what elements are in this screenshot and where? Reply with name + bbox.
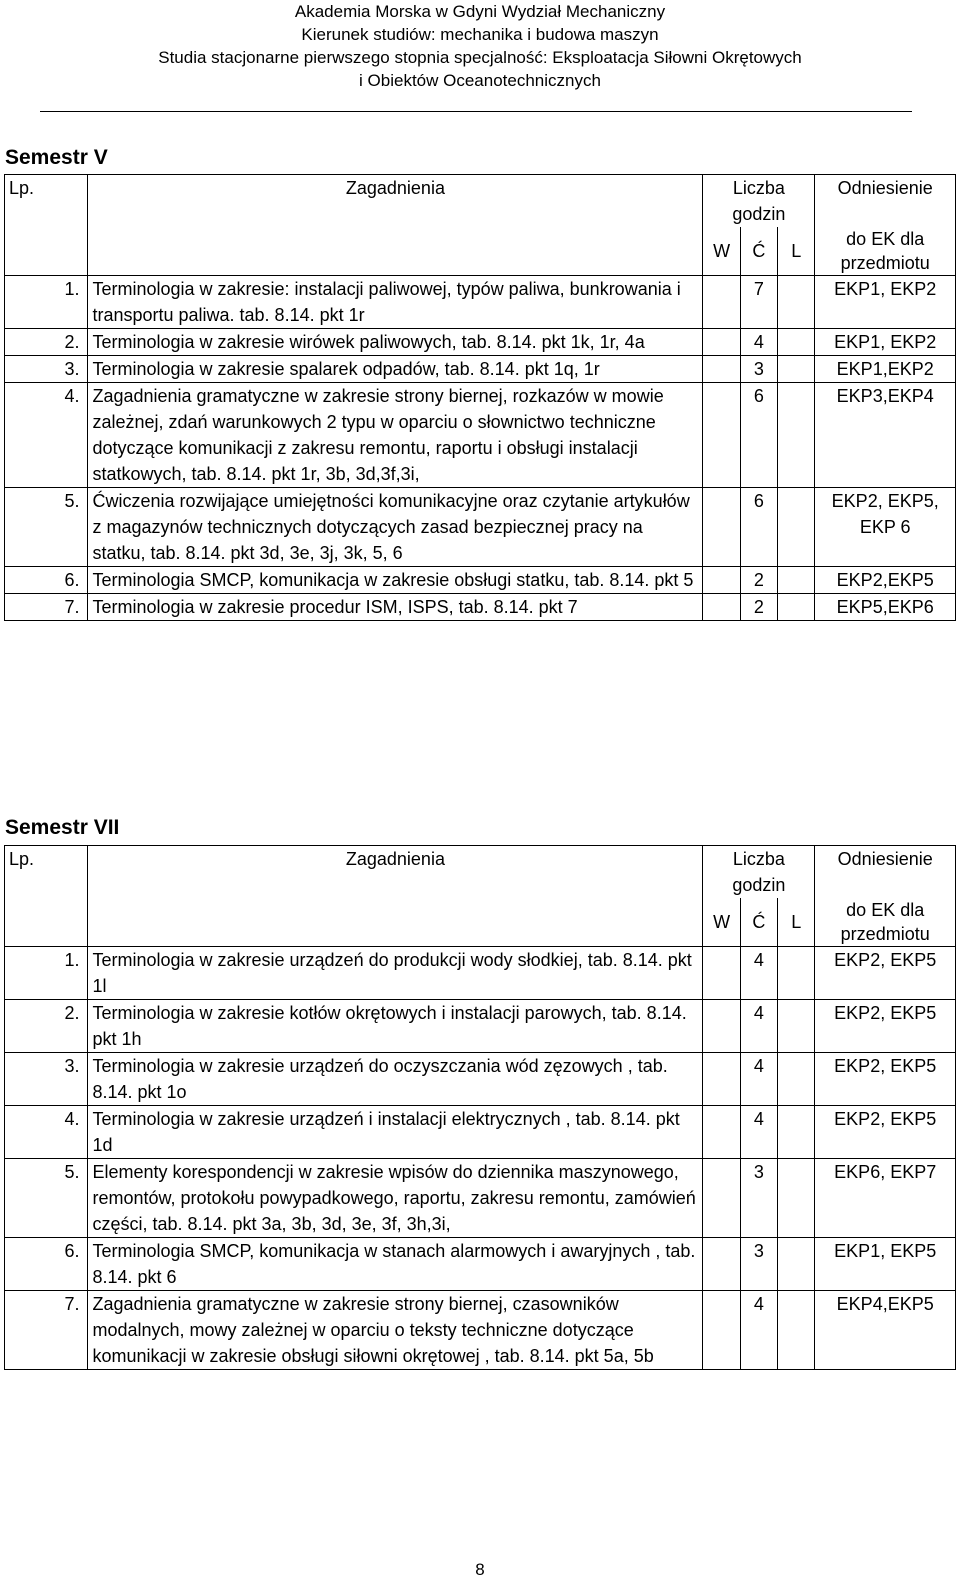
- col-ref-3: przedmiotu: [840, 253, 930, 273]
- semester-5-title: Semestr V: [5, 146, 108, 169]
- row-topic: Terminologia w zakresie spalarek odpadów, tab. 8.14. pkt 1q, 1r: [88, 356, 703, 383]
- row-topic: Terminologia w zakresie: instalacji paliwowej, typów paliwa, bunkrowania i transportu paliwa. tab. 8.14. pkt 1r: [88, 276, 703, 329]
- row-hours-c: 4: [740, 1000, 777, 1053]
- row-number: 3.: [5, 1053, 88, 1106]
- table-row: [5, 276, 956, 329]
- row-hours-w: [703, 356, 740, 383]
- row-hours-w: [703, 594, 740, 621]
- row-hours-l: [778, 1106, 815, 1159]
- row-topic: Terminologia SMCP, komunikacja w stanach alarmowych i awaryjnych , tab. 8.14. pkt 6: [88, 1238, 703, 1291]
- row-number: 4.: [5, 1106, 88, 1159]
- row-ref: EKP2, EKP5: [815, 1053, 956, 1106]
- row-number: 5.: [5, 488, 88, 567]
- col-topic: Zagadnienia: [88, 175, 703, 228]
- row-ref: EKP1, EKP2: [815, 276, 956, 329]
- row-hours-w: [703, 947, 740, 1000]
- semester-5-table: [4, 174, 956, 621]
- row-hours-l: [778, 1053, 815, 1106]
- row-topic: Elementy korespondencji w zakresie wpisów do dziennika maszynowego, remontów, protokołu powypadkowego, raportu, zakresu remontu, zamówień części, tab. 8.14. pkt 3a, 3b, 3d, 3e, 3f, 3h,3i,: [88, 1159, 703, 1238]
- col-w: W: [703, 227, 740, 276]
- row-topic: Terminologia w zakresie kotłów okrętowych i instalacji parowych, tab. 8.14. pkt 1h: [88, 1000, 703, 1053]
- row-topic: Ćwiczenia rozwijające umiejętności komunikacyjne oraz czytanie artykułów z magazynów technicznych dotyczących zasad bezpiecznej pracy na statku, tab. 8.14. pkt 3d, 3e, 3j, 3k, 5, 6: [88, 488, 703, 567]
- row-ref: EKP2,EKP5: [815, 567, 956, 594]
- row-hours-w: [703, 1053, 740, 1106]
- row-hours-c: 3: [740, 1159, 777, 1238]
- row-hours-c: 7: [740, 276, 777, 329]
- row-number: 1.: [5, 276, 88, 329]
- semester-7-title: Semestr VII: [5, 816, 120, 839]
- col-l: L: [778, 898, 815, 947]
- row-hours-w: [703, 329, 740, 356]
- row-hours-l: [778, 383, 815, 488]
- row-topic: Terminologia w zakresie wirówek paliwowych, tab. 8.14. pkt 1k, 1r, 4a: [88, 329, 703, 356]
- table-row: [5, 594, 956, 621]
- row-hours-l: [778, 276, 815, 329]
- row-ref: EKP2, EKP5, EKP 6: [815, 488, 956, 567]
- table-row: [5, 1000, 956, 1053]
- semester-7-rows: [5, 947, 956, 1370]
- row-hours-c: 3: [740, 356, 777, 383]
- row-ref: EKP2, EKP5: [815, 1106, 956, 1159]
- row-topic: Terminologia w zakresie urządzeń do produkcji wody słodkiej, tab. 8.14. pkt 1l: [88, 947, 703, 1000]
- col-ref-3: przedmiotu: [840, 924, 930, 944]
- row-hours-l: [778, 1238, 815, 1291]
- table-row: [5, 1053, 956, 1106]
- header-divider: [40, 111, 912, 112]
- row-hours-l: [778, 356, 815, 383]
- col-lp: Lp.: [5, 175, 88, 228]
- row-number: 5.: [5, 1159, 88, 1238]
- row-hours-c: 6: [740, 488, 777, 567]
- row-number: 3.: [5, 356, 88, 383]
- row-hours-c: 4: [740, 1291, 777, 1370]
- row-number: 7.: [5, 594, 88, 621]
- col-ref-2: do EK dla: [846, 900, 925, 920]
- table-subheader-row: [5, 898, 956, 947]
- header-line-3: Studia stacjonarne pierwszego stopnia specjalność: Eksploatacja Siłowni Okrętowych: [158, 48, 802, 67]
- table-subheader-row: [5, 227, 956, 276]
- row-topic: Zagadnienia gramatyczne w zakresie strony biernej, rozkazów w mowie zależnej, zdań warunkowych 2 typu w oparciu o słownictwo techniczne dotyczące komunikacji z zakresu remontu, raportu i obsługi instalacji statkowych, tab. 8.14. pkt 1r, 3b, 3d,3f,3i,: [88, 383, 703, 488]
- col-hours: Liczba godzin: [703, 846, 815, 899]
- row-hours-l: [778, 1291, 815, 1370]
- col-lp: Lp.: [5, 846, 88, 899]
- row-hours-w: [703, 567, 740, 594]
- row-hours-c: 4: [740, 947, 777, 1000]
- row-number: 1.: [5, 947, 88, 1000]
- row-hours-w: [703, 1106, 740, 1159]
- row-ref: EKP1, EKP2: [815, 329, 956, 356]
- page-number: 8: [475, 1560, 485, 1579]
- row-number: 4.: [5, 383, 88, 488]
- row-hours-w: [703, 383, 740, 488]
- table-row: [5, 1106, 956, 1159]
- table-row: [5, 1238, 956, 1291]
- table-row: [5, 1291, 956, 1370]
- header-line-4: i Obiektów Oceanotechnicznych: [359, 71, 601, 90]
- row-topic: Terminologia w zakresie urządzeń do oczyszczania wód zęzowych , tab. 8.14. pkt 1o: [88, 1053, 703, 1106]
- row-hours-c: 4: [740, 329, 777, 356]
- row-hours-l: [778, 1000, 815, 1053]
- col-hours: Liczba godzin: [703, 175, 815, 228]
- row-hours-w: [703, 276, 740, 329]
- row-topic: Terminologia w zakresie urządzeń i instalacji elektrycznych , tab. 8.14. pkt 1d: [88, 1106, 703, 1159]
- row-ref: EKP4,EKP5: [815, 1291, 956, 1370]
- col-c: Ć: [740, 227, 777, 276]
- semester-5-rows: [5, 276, 956, 621]
- document-header: [0, 0, 960, 92]
- table-row: [5, 329, 956, 356]
- table-row: [5, 488, 956, 567]
- col-ref: Odniesienie: [815, 846, 956, 899]
- row-hours-c: 6: [740, 383, 777, 488]
- row-hours-w: [703, 488, 740, 567]
- row-number: 2.: [5, 1000, 88, 1053]
- row-number: 2.: [5, 329, 88, 356]
- row-hours-l: [778, 329, 815, 356]
- table-header-row: [5, 846, 956, 899]
- row-hours-l: [778, 594, 815, 621]
- col-l: L: [778, 227, 815, 276]
- row-hours-w: [703, 1000, 740, 1053]
- col-topic: Zagadnienia: [88, 846, 703, 899]
- row-ref: EKP3,EKP4: [815, 383, 956, 488]
- row-ref: EKP5,EKP6: [815, 594, 956, 621]
- row-hours-l: [778, 488, 815, 567]
- table-row: [5, 1159, 956, 1238]
- row-hours-w: [703, 1238, 740, 1291]
- col-w: W: [703, 898, 740, 947]
- row-hours-w: [703, 1291, 740, 1370]
- row-hours-c: 4: [740, 1106, 777, 1159]
- header-line-1: Akademia Morska w Gdyni Wydział Mechaniczny: [294, 2, 666, 21]
- row-hours-w: [703, 1159, 740, 1238]
- table-row: [5, 383, 956, 488]
- col-c: Ć: [740, 898, 777, 947]
- row-number: 6.: [5, 567, 88, 594]
- table-row: [5, 567, 956, 594]
- row-ref: EKP2, EKP5: [815, 1000, 956, 1053]
- header-line-2: Kierunek studiów: mechanika i budowa maszyn: [301, 25, 659, 44]
- row-hours-l: [778, 947, 815, 1000]
- row-hours-l: [778, 1159, 815, 1238]
- table-row: [5, 356, 956, 383]
- row-hours-c: 3: [740, 1238, 777, 1291]
- row-ref: EKP2, EKP5: [815, 947, 956, 1000]
- row-hours-l: [778, 567, 815, 594]
- row-ref: EKP1, EKP5: [815, 1238, 956, 1291]
- row-hours-c: 2: [740, 594, 777, 621]
- row-topic: Terminologia w zakresie procedur ISM, ISPS, tab. 8.14. pkt 7: [88, 594, 703, 621]
- table-row: [5, 947, 956, 1000]
- row-number: 6.: [5, 1238, 88, 1291]
- table-header-row: [5, 175, 956, 228]
- semester-7-table: [4, 845, 956, 1370]
- col-ref: Odniesienie: [815, 175, 956, 228]
- row-ref: EKP1,EKP2: [815, 356, 956, 383]
- row-topic: Zagadnienia gramatyczne w zakresie strony biernej, czasowników modalnych, mowy zależnej w oparciu o teksty techniczne dotyczące komunikacji w zakresie obsługi siłowni okrętowej , tab. 8.14. pkt 5a, 5b: [88, 1291, 703, 1370]
- row-topic: Terminologia SMCP, komunikacja w zakresie obsługi statku, tab. 8.14. pkt 5: [88, 567, 703, 594]
- col-ref-2: do EK dla: [846, 229, 925, 249]
- row-ref: EKP6, EKP7: [815, 1159, 956, 1238]
- row-hours-c: 2: [740, 567, 777, 594]
- row-hours-c: 4: [740, 1053, 777, 1106]
- row-number: 7.: [5, 1291, 88, 1370]
